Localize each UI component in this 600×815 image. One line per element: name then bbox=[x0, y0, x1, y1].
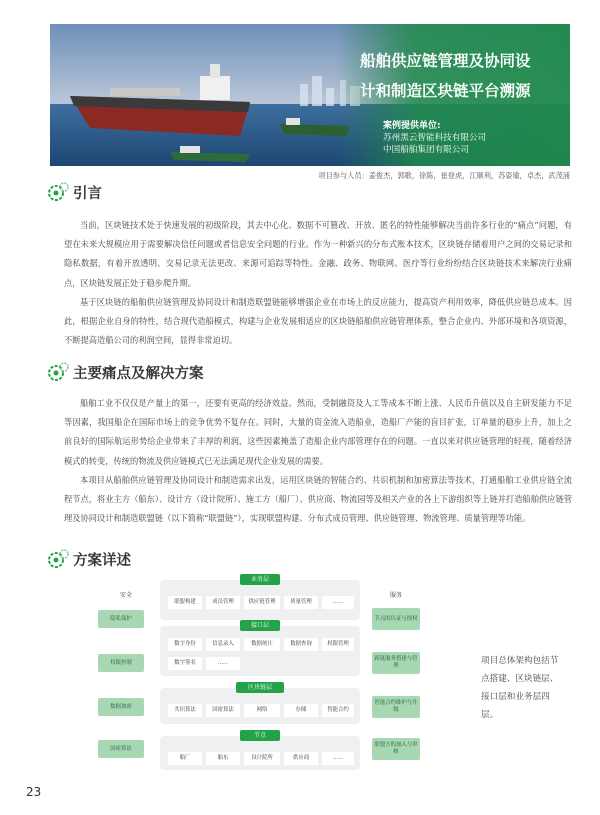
layer-cell: 数据查询 bbox=[284, 638, 318, 651]
layer-cell: ...... bbox=[322, 596, 354, 609]
layer-cell: 供应链管理 bbox=[244, 596, 280, 609]
architecture-caption: 项目总体架构包括节点搭建、区块链层、接口层和业务层四层。 bbox=[481, 656, 559, 720]
section-pain-title: 主要痛点及解决方案 bbox=[73, 365, 204, 382]
provider-label: 案例提供单位: bbox=[383, 121, 441, 131]
layer-tag: 接口层 bbox=[240, 620, 280, 631]
layer-cell: ...... bbox=[322, 752, 354, 765]
gear-icon bbox=[47, 548, 69, 570]
intro-paragraph-2: 基于区块链的船舶供应链管理及协同设计和制造联盟链能够增强企业在市场上的反应能力，提高资产利用效率，降低供应链总成本。因此，根据企业自身的特性，结合现代造船模式，构建与企业发展相适应的区块链船舶供应链管理体系，整合企业内、外部环境和各项资源，不断提高造船公司的利润空间，显得非常迫切。 bbox=[64, 296, 572, 346]
section-detail-header bbox=[47, 548, 131, 570]
layer-cell: 设计院所 bbox=[244, 752, 280, 765]
layer-cell: 网络 bbox=[244, 704, 280, 717]
service-item: 跨链服务搭建与管理 bbox=[372, 652, 420, 674]
security-item: 权限控制 bbox=[98, 654, 144, 672]
layer-cell: 国密算法 bbox=[206, 704, 240, 717]
layer-cell: 船东 bbox=[206, 752, 240, 765]
layer-cell: 存储 bbox=[284, 704, 318, 717]
hero-title bbox=[360, 46, 560, 106]
security-column-header: 安全 bbox=[120, 592, 133, 599]
provider-name-1: 苏州黑云智能科技有限公司 bbox=[383, 133, 487, 143]
provider-block bbox=[383, 120, 486, 156]
pain-paragraph-2: 本项目从船舶供应链管理及协同设计和制造需求出发，运用区块链的智能合约、共识机制和加密算法等技术，打通船舶工业供应链全流程节点，将业主方（船东）、设计方（设计院所）、施工方（船厂）、供应商、物流园等及相关产业的各上下游组织等上链并打造船舶供应链管理及协同设计和制造联盟链（以下简称“联盟链”），实现联盟构建、分布式成员管理、供应链管理、物流管理、质量管理等功能。 bbox=[64, 474, 572, 524]
layer-cell: 供应商 bbox=[284, 752, 318, 765]
pain-paragraph-1: 船舶工业不仅仅是产量上的第一，还要有更高的经济效益。然而，受制融资及人工等成本不断上涨、人民币升值以及自主研发能力不足等因素，我国船企在国际市场上的竞争优势不复存在。同时，大量的资金流入造船业，造船厂产能的盲目扩张，订单量的稳步上升，加上之前良好的国际航运形势给企业带来了丰厚的利润，这些因素掩盖了造船企业内部管理存在的问题。一直以来对供应链管理的轻视，随着经济模式的转变，传统的物流及供应链模式已无法满足现代企业发展的需要。 bbox=[64, 398, 572, 466]
layer-cell: 权限管理 bbox=[322, 638, 354, 651]
security-item: 数据加密 bbox=[98, 698, 144, 716]
intro-paragraph-1: 当前，区块链技术处于快速发展的初级阶段，其去中心化、数据不可篡改、开放、匿名的特性能够解决当前许多行业的“痛点”问题，有望在未来大规模应用于需要解决信任问题或者信息安全问题的行业。作为一种新兴的分布式账本技术，区块链存储着用户之间的交易记录和隐私数据，有着开放透明、交易记录无法更改、来源可追踪等特性。金融、政务、物联网、医疗等行业纷纷结合区块链技术来解决行业痛点，区块链发展正处于稳步爬升期。 bbox=[64, 220, 572, 288]
architecture-diagram bbox=[80, 570, 480, 770]
layer-cell: ...... bbox=[206, 657, 240, 670]
layer-cell: 智能合约 bbox=[322, 704, 354, 717]
gear-icon bbox=[47, 181, 69, 203]
layer-tag: 节点 bbox=[240, 730, 280, 741]
layer-cell: 数据统计 bbox=[244, 638, 280, 651]
service-item: 智能合约维护与升级 bbox=[372, 696, 420, 718]
layer-cell: 成员管理 bbox=[206, 596, 240, 609]
layer-cell: 船厂 bbox=[168, 752, 202, 765]
participants-line: 项目参与人员：姜俊杰，郭歌，徐陈，崔登虎，江顺利，苏姿瑜，卓杰，武茂浦 bbox=[318, 171, 570, 180]
layer-cell: 共识算法 bbox=[168, 704, 202, 717]
hero-title-line2: 计和制造区块链平台溯源 bbox=[360, 82, 531, 100]
provider-name-2: 中国船舶集团有限公司 bbox=[383, 145, 469, 155]
layer-cell: 联盟构建 bbox=[168, 596, 202, 609]
section-pain-header bbox=[47, 361, 204, 383]
hero-banner bbox=[50, 24, 570, 166]
layer-tag: 业务层 bbox=[240, 574, 280, 585]
section-intro-header bbox=[47, 181, 102, 203]
hero-title-line1: 船舶供应链管理及协同设 bbox=[360, 52, 531, 70]
intro-text bbox=[64, 216, 572, 350]
section-detail-title: 方案详述 bbox=[73, 552, 131, 569]
gear-icon bbox=[47, 361, 69, 383]
layer-cell: 质量管理 bbox=[284, 596, 318, 609]
layer-cell: 信息录入 bbox=[206, 638, 240, 651]
service-item: 联盟方的加入与审核 bbox=[372, 738, 420, 760]
service-item: 节点的认证与授权 bbox=[372, 608, 420, 630]
layer-cell: 数字签名 bbox=[168, 657, 202, 670]
section-intro-title: 引言 bbox=[73, 185, 102, 202]
layer-cell: 数字身份 bbox=[168, 638, 202, 651]
security-item: 国密算法 bbox=[98, 740, 144, 758]
page-number: 23 bbox=[26, 785, 42, 799]
layer-tag: 区块链层 bbox=[236, 682, 284, 693]
pain-text bbox=[64, 394, 572, 528]
service-column-header: 服务 bbox=[390, 592, 403, 599]
security-item: 隐私保护 bbox=[98, 610, 144, 628]
